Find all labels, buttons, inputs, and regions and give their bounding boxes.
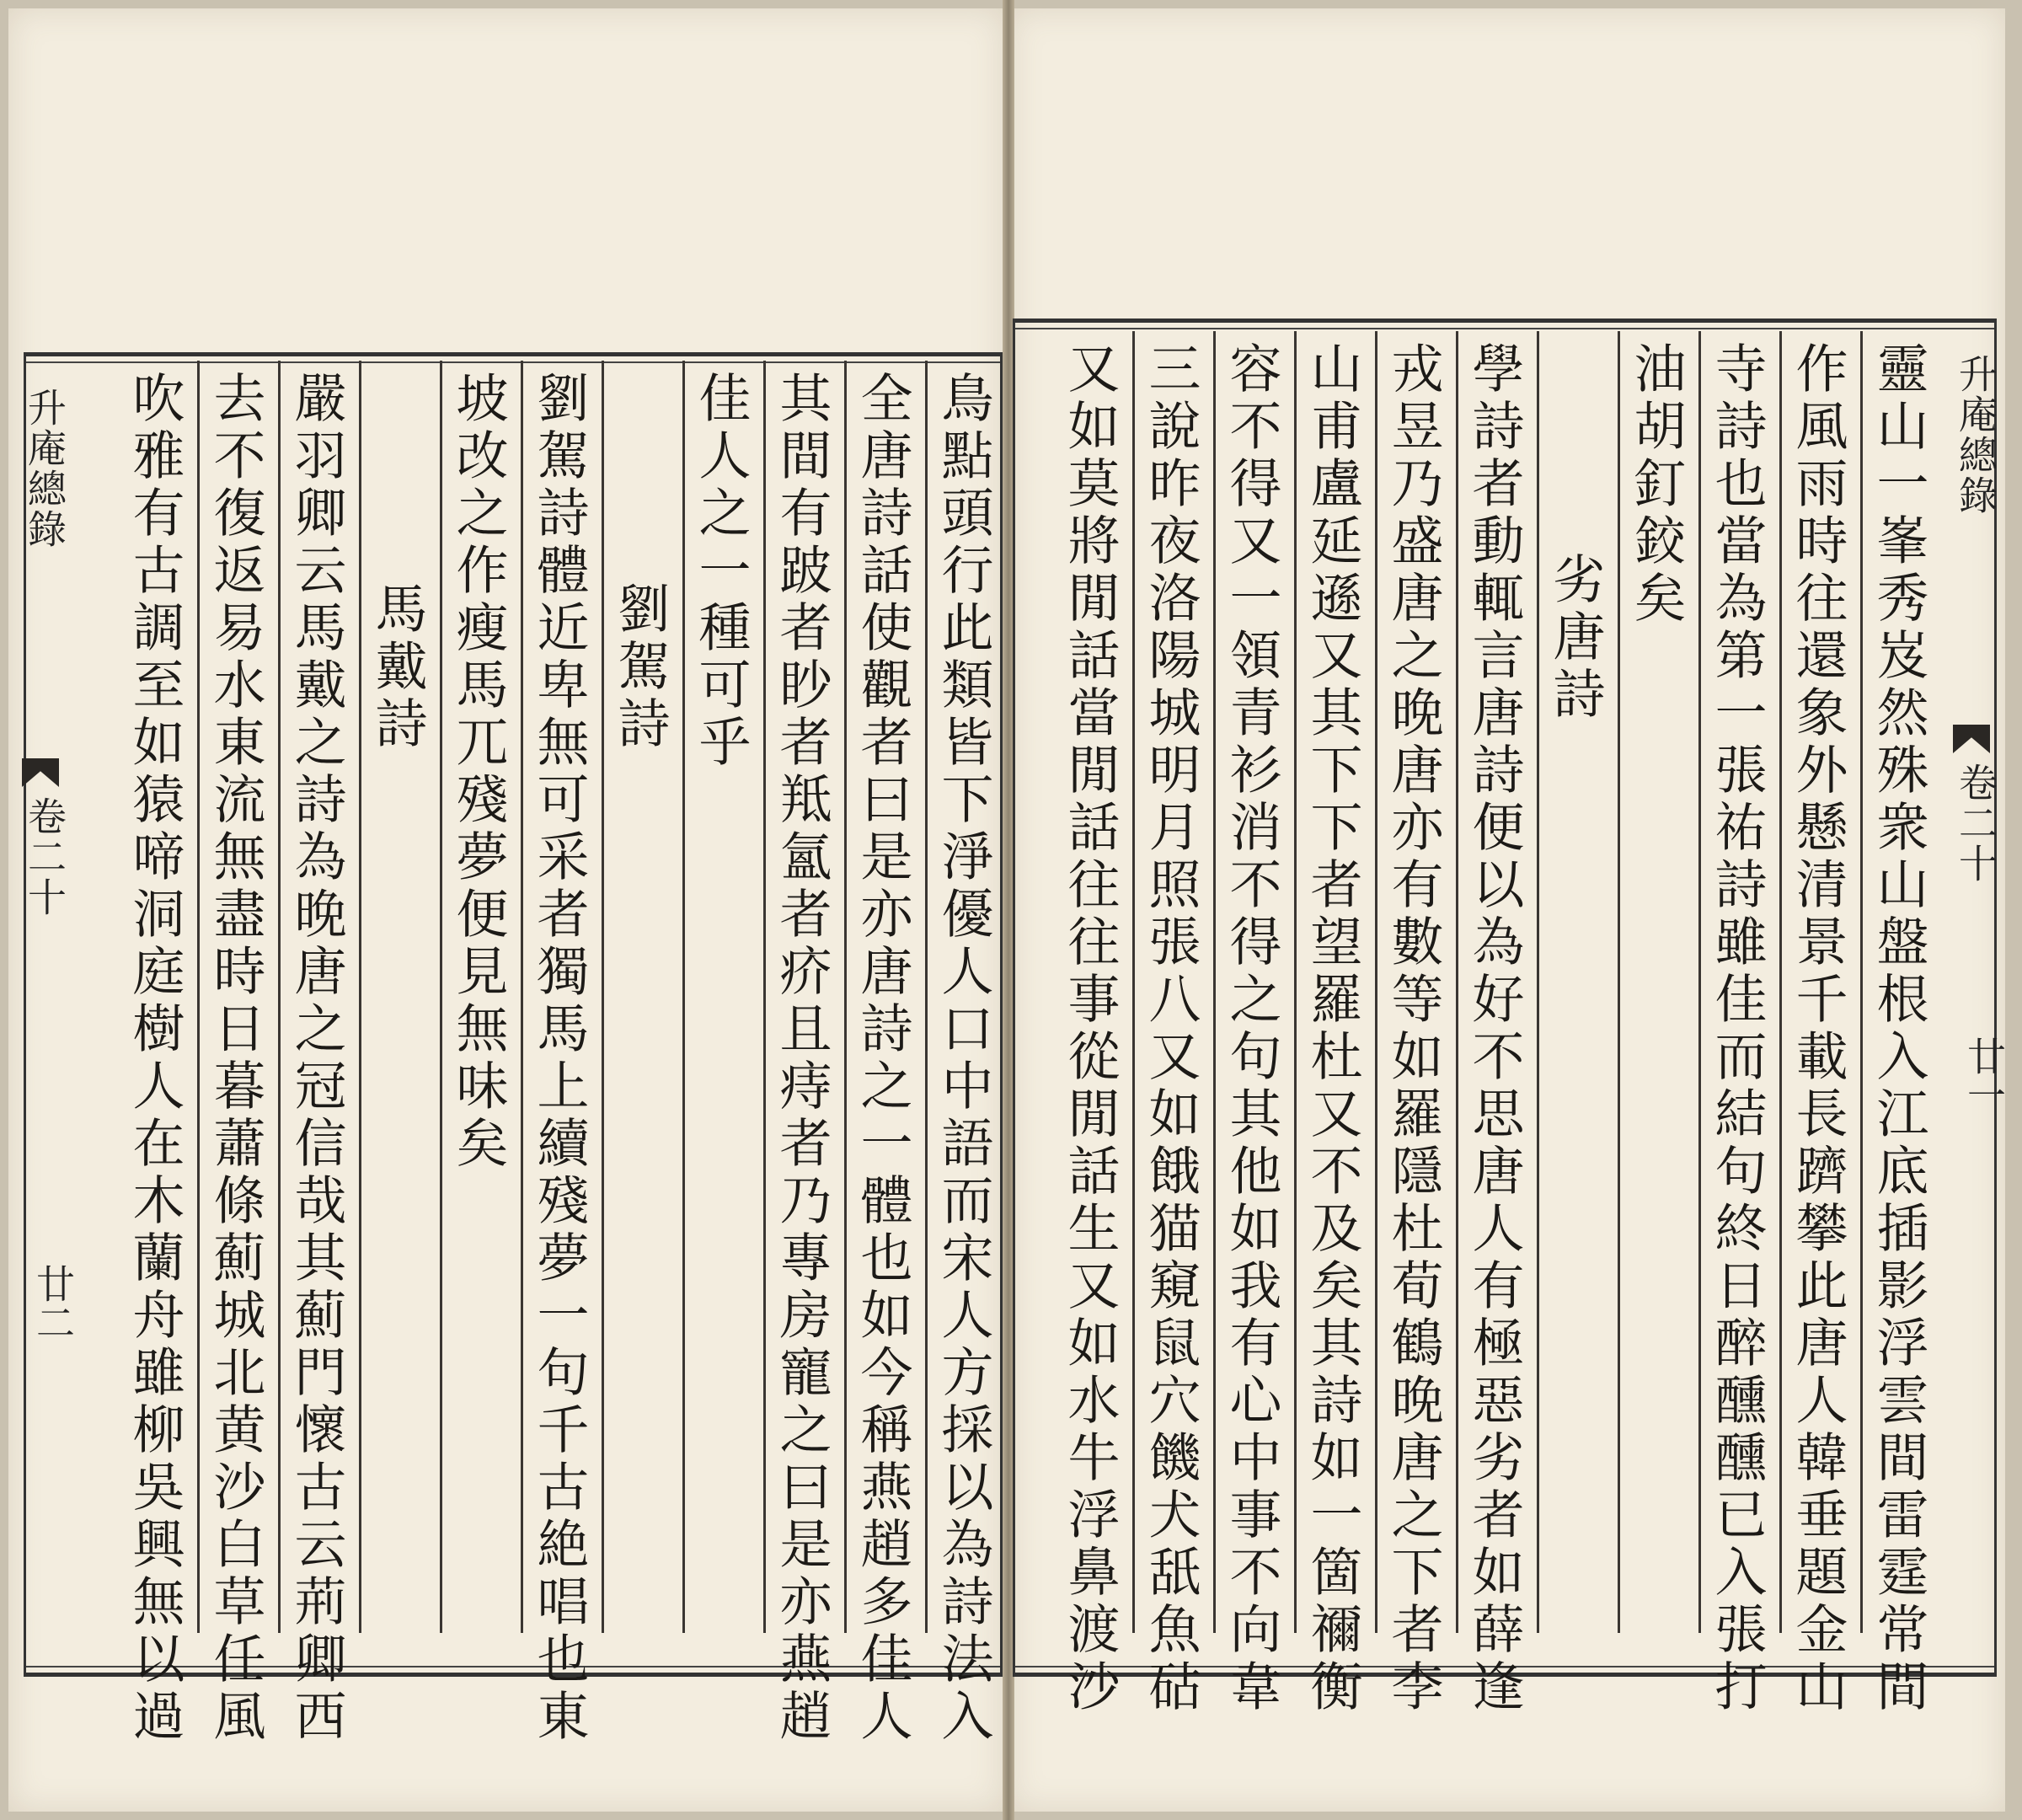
right-leaf-number: 廿一	[1961, 1036, 2007, 1114]
right-page-column-rule	[1132, 331, 1135, 1633]
left-page-column-rule	[763, 361, 766, 1633]
right-page-column-11: 又如莫將閒話當閒話往往事從閒話生又如水牛浮鼻渡沙	[1059, 341, 1121, 1716]
left-page-column-rule	[844, 361, 847, 1633]
left-page-column-rule	[440, 361, 442, 1633]
left-page-column-9: 嚴羽卿云馬戴之詩為晚唐之冠信哉其薊門懷古云荊卿西	[286, 371, 347, 1746]
right-page-column-10: 三說昨夜洛陽城明月照張八又如餓猫窺鼠穴饑犬舐魚砧	[1140, 341, 1201, 1716]
right-page-column-8: 山甫盧延遜又其下下者望羅杜又不及矣其詩如一箇禰衡	[1302, 341, 1363, 1716]
right-page-column-7: 戎昱乃盛唐之晚唐亦有數等如羅隱杜荀鶴晚唐之下者李	[1383, 341, 1444, 1716]
right-margin-title: 升庵總錄	[1953, 354, 1998, 516]
right-margin-juan: 卷二十	[1953, 763, 1998, 884]
left-page-column-6: 劉駕詩體近卑無可采者獨馬上續殘夢一句千古絶唱也東	[528, 371, 590, 1746]
right-page-column-rule	[1537, 331, 1539, 1633]
left-page-column-10: 去不復返易水東流無盡時日暮蕭條薊城北黄沙白草任風	[205, 371, 266, 1746]
right-page-column-4: 油胡釘鉸矣	[1625, 341, 1687, 628]
left-page-column-3: 其間有跛者眇者羝氳者疥且痔者乃專房寵之曰是亦燕趙	[771, 371, 832, 1746]
right-page-column-1: 靈山一峯秀岌然殊衆山盤根入江底插影浮雲間雷霆常間	[1868, 341, 1929, 1716]
right-page-column-rule	[1618, 331, 1620, 1633]
right-page-column-rule	[1860, 331, 1863, 1633]
right-page-column-rule	[1698, 331, 1701, 1633]
left-page-column-1: 鳥點頭行此類皆下淨優人口中語而宋人方採以為詩法入	[933, 371, 994, 1746]
left-page-column-rule	[682, 361, 685, 1633]
right-page-column-5: 劣唐詩	[1544, 552, 1606, 724]
left-page-column-rule	[521, 361, 523, 1633]
right-page-column-2: 作風雨時往還象外懸清景千載長躋攀此唐人韓垂題金山	[1787, 341, 1848, 1716]
left-margin-juan: 卷二十	[22, 796, 67, 918]
left-page-column-11: 吹雅有古調至如猿啼洞庭樹人在木蘭舟雖柳吳興無以過	[124, 371, 185, 1746]
left-page-column-2: 全唐詩話使觀者曰是亦唐詩之一體也如今稱燕趙多佳人	[852, 371, 913, 1746]
left-page-column-rule	[197, 361, 200, 1633]
left-page-column-rule	[359, 361, 361, 1633]
right-page-column-9: 容不得又一領青衫消不得之句其他如我有心中事不向韋	[1221, 341, 1282, 1716]
right-page-column-rule	[1779, 331, 1782, 1633]
left-page-column-rule	[925, 361, 928, 1633]
right-page-column-rule	[1456, 331, 1458, 1633]
left-page-column-4: 佳人之一種可乎	[690, 371, 752, 772]
right-page-column-rule	[1294, 331, 1297, 1633]
right-page-column-rule	[1375, 331, 1377, 1633]
left-page-column-8: 馬戴詩	[366, 581, 428, 753]
right-page-column-3: 寺詩也當為第一張祐詩雖佳而結句終日醉醺醺已入張打	[1706, 341, 1768, 1716]
left-leaf-number: 廿二	[30, 1264, 76, 1341]
left-page-column-5: 劉駕詩	[609, 581, 671, 753]
left-page-column-rule	[602, 361, 604, 1633]
left-page-column-7: 坡改之作瘦馬兀殘夢便見無味矣	[447, 371, 509, 1173]
right-page-column-rule	[1213, 331, 1216, 1633]
left-page-column-rule	[278, 361, 281, 1633]
left-margin-title: 升庵總錄	[22, 388, 67, 549]
right-page-column-6: 學詩者動輒言唐詩便以為好不思唐人有極惡劣者如薛逢	[1463, 341, 1525, 1716]
